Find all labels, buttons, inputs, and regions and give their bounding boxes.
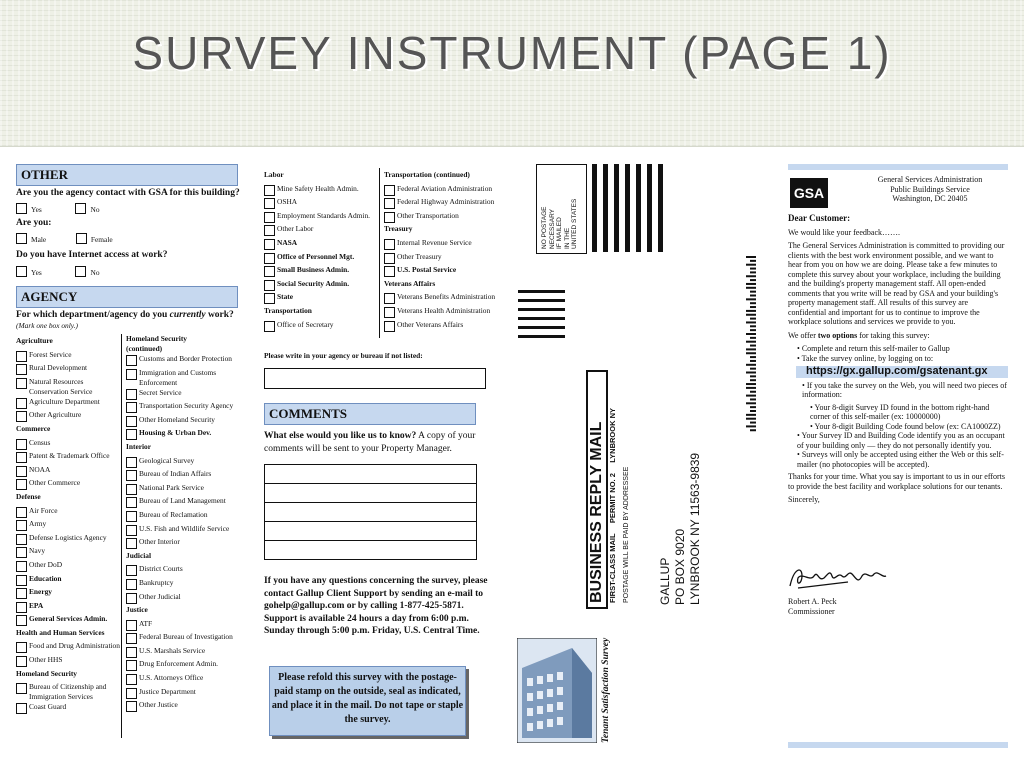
- agency-label: Coast Guard: [29, 702, 67, 712]
- letter-signer: Robert A. Peck Commissioner: [788, 597, 837, 616]
- agency-option[interactable]: [16, 601, 120, 615]
- male-checkbox[interactable]: [16, 233, 27, 244]
- agency-option[interactable]: [126, 354, 238, 368]
- agency-checkbox[interactable]: [126, 402, 137, 413]
- agency-option[interactable]: [126, 496, 238, 510]
- agency-option[interactable]: [16, 560, 120, 574]
- agency-checkbox[interactable]: [16, 683, 27, 694]
- agency-group-label: [126, 551, 238, 565]
- agency-group-label: [16, 628, 120, 642]
- agency-label: Employment Standards Admin.: [277, 210, 370, 220]
- cover-title: Tenant Satisfaction Survey: [601, 637, 611, 743]
- agency-label: Other Judicial: [139, 591, 181, 601]
- agency-question: For which department/agency do you currently work?: [16, 310, 234, 320]
- agency-option[interactable]: [384, 184, 500, 198]
- agency-option[interactable]: [126, 388, 238, 402]
- agency-option[interactable]: [16, 574, 120, 588]
- agency-checkbox[interactable]: [16, 452, 27, 463]
- agency-checkbox[interactable]: [264, 239, 275, 250]
- agency-checkbox[interactable]: [16, 520, 27, 531]
- gender-question: Are you:: [16, 218, 52, 228]
- agency-checkbox[interactable]: [126, 647, 137, 658]
- comments-heading: COMMENTS: [264, 403, 476, 425]
- agency-checkbox[interactable]: [126, 355, 137, 366]
- agency-checkbox[interactable]: [16, 547, 27, 558]
- agency-label: Internal Revenue Service: [397, 237, 472, 247]
- agency-option[interactable]: [126, 456, 238, 470]
- agency-label: Housing & Urban Dev.: [139, 428, 212, 438]
- agency-option[interactable]: [384, 238, 500, 252]
- agency-option[interactable]: [16, 363, 120, 377]
- agency-label: General Services Admin.: [29, 614, 108, 624]
- internet-no-checkbox[interactable]: [75, 266, 86, 277]
- agency-label: Social Security Admin.: [277, 278, 350, 288]
- agency-label: Other Treasury: [397, 251, 442, 261]
- letter-greeting: Dear Customer:: [788, 213, 851, 223]
- agency-option[interactable]: [16, 506, 120, 520]
- agency-option[interactable]: [126, 368, 238, 388]
- agency-option[interactable]: [126, 673, 238, 687]
- agency-label: Secret Service: [139, 387, 182, 397]
- agency-checkbox[interactable]: [384, 253, 395, 264]
- agency-label: EPA: [29, 600, 44, 610]
- agency-label: Federal Bureau of Investigation: [139, 632, 233, 642]
- contact-no-checkbox[interactable]: [75, 203, 86, 214]
- agency-checkbox[interactable]: [126, 688, 137, 699]
- agency-label: Office of Secretary: [277, 319, 334, 329]
- fim-bars: [592, 164, 664, 252]
- agency-checkbox[interactable]: [16, 479, 27, 490]
- agency-label: U.S. Fish and Wildlife Service: [139, 523, 230, 533]
- agency-label: Other Labor: [277, 224, 314, 234]
- internet-options: Yes No: [16, 266, 100, 278]
- agency-checkbox[interactable]: [126, 701, 137, 712]
- agency-checkbox[interactable]: [384, 321, 395, 332]
- agency-label: Other Transportation: [397, 210, 459, 220]
- agency-checkbox[interactable]: [16, 351, 27, 362]
- agency-checkbox[interactable]: [126, 429, 137, 440]
- agency-label: Bureau of Indian Affairs: [139, 469, 212, 479]
- agency-group-label: [126, 334, 238, 354]
- agency-checkbox[interactable]: [16, 588, 27, 599]
- agency-option[interactable]: [126, 415, 238, 429]
- agency-option[interactable]: [16, 614, 120, 628]
- agency-label: Defense Logistics Agency: [29, 532, 107, 542]
- gsa-logo: GSA: [790, 178, 828, 208]
- agency-label: Treasury: [384, 224, 413, 234]
- internet-question: Do you have Internet access at work?: [16, 250, 168, 260]
- agency-label: Defense: [16, 491, 41, 501]
- agency-label: District Courts: [139, 564, 183, 574]
- building-cover-image: [517, 638, 597, 743]
- letter-org-block: General Services Administration Public Buildings Service Washington, DC 20405: [877, 175, 983, 203]
- agency-label: Other Interior: [139, 537, 180, 547]
- agency-label: Justice Department: [139, 686, 196, 696]
- agency-option[interactable]: [126, 700, 238, 714]
- agency-label: Natural Resources Conservation Service: [29, 376, 93, 396]
- gender-options: Male Female: [16, 233, 113, 245]
- agency-option[interactable]: [16, 641, 120, 655]
- agency-checkbox[interactable]: [126, 470, 137, 481]
- agency-checkbox[interactable]: [16, 364, 27, 375]
- agency-checkbox[interactable]: [126, 484, 137, 495]
- agency-option[interactable]: [126, 687, 238, 701]
- agency-heading: AGENCY: [16, 286, 238, 308]
- agency-label: Commerce: [16, 423, 51, 433]
- agency-group-label: [264, 170, 376, 184]
- agency-checkbox[interactable]: [264, 212, 275, 223]
- column-divider: [121, 334, 122, 738]
- agency-checkbox[interactable]: [126, 660, 137, 671]
- internet-yes-checkbox[interactable]: [16, 266, 27, 277]
- reply-mail-bars: [518, 290, 565, 338]
- agency-label: Army: [29, 519, 47, 529]
- agency-checkbox[interactable]: [126, 457, 137, 468]
- column-divider: [379, 168, 380, 338]
- agency-column-3: [264, 170, 376, 333]
- agency-checkbox[interactable]: [126, 416, 137, 427]
- agency-option[interactable]: [384, 211, 500, 225]
- agency-checkbox[interactable]: [126, 369, 137, 380]
- business-reply-mail-label: BUSINESS REPLY MAIL: [588, 421, 605, 603]
- agency-label: Transportation Security Agency: [139, 401, 234, 411]
- agency-contact-question: Are you the agency contact with GSA for this building?: [16, 188, 240, 198]
- agency-label: Other HHS: [29, 655, 63, 665]
- agency-option[interactable]: [264, 292, 376, 306]
- refold-instructions: Please refold this survey with the postage-paid stamp on the outside, seal as indicated, and place it in the mail. Do not tape or staple the survey.: [269, 666, 466, 736]
- agency-label: Mine Safety Health Admin.: [277, 183, 359, 193]
- agency-checkbox[interactable]: [264, 185, 275, 196]
- agency-checkbox[interactable]: [16, 398, 27, 409]
- agency-label: U.S. Marshals Service: [139, 645, 206, 655]
- contact-options: Yes No: [16, 203, 100, 215]
- agency-option[interactable]: [264, 265, 376, 279]
- other-heading: OTHER: [16, 164, 238, 186]
- agency-option[interactable]: [126, 619, 238, 633]
- agency-option[interactable]: [384, 265, 500, 279]
- agency-checkbox[interactable]: [384, 239, 395, 250]
- agency-label: Justice: [126, 605, 148, 615]
- comments-question: What else would you like us to know? A copy of your comments will be sent to your Property Manager.: [264, 431, 476, 454]
- agency-checkbox[interactable]: [384, 307, 395, 318]
- agency-option[interactable]: [16, 438, 120, 452]
- agency-option[interactable]: [384, 197, 500, 211]
- agency-label: Health and Human Services: [16, 627, 105, 637]
- agency-label: Other Veterans Affairs: [397, 319, 464, 329]
- agency-checkbox[interactable]: [126, 525, 137, 536]
- slide-title: SURVEY INSTRUMENT (PAGE 1): [132, 27, 892, 79]
- postal-barcode: [746, 256, 760, 436]
- agency-option[interactable]: [384, 292, 500, 306]
- agency-option[interactable]: [264, 211, 376, 225]
- agency-checkbox[interactable]: [16, 507, 27, 518]
- agency-label: Customs and Border Protection: [139, 354, 232, 363]
- no-postage-box: NO POSTAGE NECESSARY IF MAILED IN THE UNITED STATES: [536, 164, 587, 254]
- agency-checkbox[interactable]: [384, 266, 395, 277]
- agency-option[interactable]: [126, 659, 238, 673]
- agency-option[interactable]: [264, 252, 376, 266]
- agency-option[interactable]: [16, 546, 120, 560]
- agency-group-label: [384, 279, 500, 293]
- agency-label: Bureau of Land Management: [139, 496, 226, 506]
- agency-option[interactable]: [126, 401, 238, 415]
- agency-label: Bankruptcy: [139, 577, 174, 587]
- agency-checkbox[interactable]: [16, 439, 27, 450]
- agency-label: Federal Aviation Administration: [397, 183, 493, 193]
- comments-box[interactable]: [264, 464, 477, 560]
- agency-option[interactable]: [16, 519, 120, 533]
- agency-label: ATF: [139, 618, 153, 628]
- agency-option[interactable]: [126, 592, 238, 606]
- agency-checkbox[interactable]: [264, 266, 275, 277]
- agency-checkbox[interactable]: [264, 280, 275, 291]
- agency-checkbox[interactable]: [264, 198, 275, 209]
- agency-option[interactable]: [384, 320, 500, 334]
- agency-checkbox[interactable]: [16, 656, 27, 667]
- agency-checkbox[interactable]: [264, 225, 275, 236]
- agency-checkbox[interactable]: [126, 593, 137, 604]
- agency-option[interactable]: [264, 279, 376, 293]
- agency-label: Veterans Affairs: [384, 278, 436, 288]
- agency-option[interactable]: [126, 578, 238, 592]
- agency-label: Transportation: [264, 305, 312, 315]
- agency-checkbox[interactable]: [264, 321, 275, 332]
- agency-option[interactable]: [16, 397, 120, 411]
- agency-group-label: [16, 492, 120, 506]
- agency-label: Federal Highway Administration: [397, 197, 495, 207]
- agency-option[interactable]: [16, 655, 120, 669]
- agency-checkbox[interactable]: [264, 293, 275, 304]
- agency-option[interactable]: [384, 252, 500, 266]
- agency-label: Drug Enforcement Admin.: [139, 659, 219, 669]
- agency-option[interactable]: [126, 469, 238, 483]
- agency-checkbox[interactable]: [16, 411, 27, 422]
- agency-label: Air Force: [29, 505, 58, 515]
- agency-option[interactable]: [264, 320, 376, 334]
- agency-group-label: [16, 424, 120, 438]
- agency-checkbox[interactable]: [126, 389, 137, 400]
- agency-label: U.S. Attorneys Office: [139, 673, 204, 683]
- agency-label: Veterans Benefits Administration: [397, 292, 496, 302]
- agency-checkbox[interactable]: [384, 212, 395, 223]
- agency-option[interactable]: [16, 533, 120, 547]
- agency-option[interactable]: [264, 184, 376, 198]
- agency-option[interactable]: [264, 224, 376, 238]
- agency-option[interactable]: [126, 646, 238, 660]
- agency-checkbox[interactable]: [126, 633, 137, 644]
- permit-label: FIRST-CLASS MAIL PERMIT NO. 2 LYNBROOK NY: [608, 407, 617, 603]
- agency-checkbox[interactable]: [16, 575, 27, 586]
- agency-label: Other Commerce: [29, 478, 81, 488]
- agency-checkbox[interactable]: [126, 620, 137, 631]
- address-line-3: LYNBROOK NY 11563-9839: [688, 452, 702, 605]
- agency-option[interactable]: [126, 428, 238, 442]
- agency-label: Transportation (continued): [384, 170, 470, 179]
- agency-label: Immigration and Customs Enforcement: [139, 367, 217, 387]
- agency-group-label: [384, 224, 500, 238]
- agency-label: Geological Survey: [139, 455, 195, 465]
- agency-label: Other Agriculture: [29, 410, 82, 420]
- agency-label: Office of Personnel Mgt.: [277, 251, 355, 261]
- agency-checkbox[interactable]: [16, 642, 27, 653]
- agency-checkbox[interactable]: [384, 198, 395, 209]
- agency-checkbox[interactable]: [16, 534, 27, 545]
- agency-checkbox[interactable]: [384, 185, 395, 196]
- agency-checkbox[interactable]: [16, 602, 27, 613]
- agency-option[interactable]: [126, 564, 238, 578]
- agency-label: Forest Service: [29, 349, 72, 359]
- agency-label: Judicial: [126, 550, 152, 560]
- address-line-1: GALLUP: [658, 557, 672, 605]
- agency-label: Bureau of Citizenship and Immigration Services: [29, 682, 107, 702]
- postage-paid-label: POSTAGE WILL BE PAID BY ADDRESSEE: [623, 466, 630, 603]
- agency-label: Small Business Admin.: [277, 265, 350, 275]
- agency-checkbox[interactable]: [126, 538, 137, 549]
- agency-checkbox[interactable]: [126, 565, 137, 576]
- agency-note: (Mark one box only.): [16, 321, 78, 330]
- agency-option[interactable]: [16, 377, 120, 397]
- agency-checkbox[interactable]: [16, 615, 27, 626]
- agency-checkbox[interactable]: [16, 561, 27, 572]
- agency-label: Labor: [264, 170, 284, 179]
- agency-label: Other DoD: [29, 559, 63, 569]
- agency-label: Other Homeland Security: [139, 414, 215, 424]
- agency-checkbox[interactable]: [126, 674, 137, 685]
- signature-image: [788, 562, 888, 592]
- agency-column-4: [384, 170, 500, 333]
- contact-yes-checkbox[interactable]: [16, 203, 27, 214]
- agency-label: Homeland Security (continued): [126, 334, 187, 353]
- agency-column-2: [126, 334, 238, 714]
- address-line-2: PO BOX 9020: [673, 528, 687, 605]
- write-in-field[interactable]: [264, 368, 486, 389]
- agency-label: OSHA: [277, 197, 298, 207]
- agency-option[interactable]: [16, 682, 120, 702]
- agency-group-label: [16, 336, 120, 350]
- agency-option[interactable]: [264, 238, 376, 252]
- agency-checkbox[interactable]: [126, 579, 137, 590]
- agency-option[interactable]: [16, 478, 120, 492]
- agency-group-label: [384, 170, 500, 184]
- agency-label: Homeland Security: [16, 668, 77, 678]
- agency-label: National Park Service: [139, 482, 204, 492]
- agency-label: NOAA: [29, 464, 51, 474]
- agency-checkbox[interactable]: [126, 511, 137, 522]
- agency-label: NASA: [277, 237, 298, 247]
- agency-checkbox[interactable]: [264, 253, 275, 264]
- agency-checkbox[interactable]: [16, 703, 27, 714]
- support-contact-text: If you have any questions concerning the survey, please contact Gallup Client Support by sending an e-mail to gohelp@gallup.com or by calling 1-877-425-5871. Support is available 24 hours a day from 6:00 p.m. Sunday through 5:00 p.m. Friday, U.S. Central Time.: [264, 576, 488, 636]
- agency-option[interactable]: [264, 197, 376, 211]
- agency-option[interactable]: [384, 306, 500, 320]
- agency-option[interactable]: [126, 510, 238, 524]
- agency-label: Navy: [29, 546, 46, 556]
- agency-label: Rural Development: [29, 363, 88, 373]
- agency-checkbox[interactable]: [126, 497, 137, 508]
- agency-label: Census: [29, 437, 51, 447]
- agency-label: Patent & Trademark Office: [29, 451, 110, 461]
- agency-label: Education: [29, 573, 62, 583]
- agency-label: Energy: [29, 587, 52, 597]
- agency-option[interactable]: [16, 350, 120, 364]
- agency-label: Veterans Health Administration: [397, 305, 491, 315]
- agency-column-1: [16, 336, 120, 716]
- agency-group-label: [126, 442, 238, 456]
- agency-group-label: [16, 669, 120, 683]
- agency-label: Food and Drug Administration: [29, 641, 120, 651]
- survey-url[interactable]: https://gx.gallup.com/gsatenant.gx: [796, 366, 1008, 378]
- female-checkbox[interactable]: [76, 233, 87, 244]
- agency-option[interactable]: [16, 410, 120, 424]
- letter-body: Dear Customer: We would like your feedback……. The General Services Administration is committed to providing our clients with the best work environment possible, and we want to hear from you on how we are doing. Please take a few minutes to complete this survey about your workplace, including the building and the building's property management staff. All open-ended comments that you write will be read by GSA and your building's property management staff. All results of this survey are confidential and important for us to continue to improve the workplace solutions and services we provide to you. We offer two options for taking this survey: • Complete and return this self-mailer to Gallup • Take the survey online, by logging on to: https://gx.gallup.com/gsatenant.gx • If you take the survey on the Web, you will need two pieces of information: • Your 8-digit Survey ID found in the bottom right-hand corner of this self-mailer (ex: 10000000) • Your 8-digit Building Code found below (ex: CA1000ZZ) • Your Survey ID and Building Code identify you as an occupant of your building only — they do not personally identify you. • Surveys will only be accepted using either the Web or this self-mailer (no photocopies will be accepted). Thanks for your time. What you say is important to us in our efforts to provide the best facility and workplace solutions for our tenants. Sincerely,: [788, 214, 1008, 509]
- letter-top-rule: [788, 164, 1008, 170]
- letter-bottom-rule: [788, 742, 1008, 748]
- agency-checkbox[interactable]: [16, 378, 27, 389]
- agency-option[interactable]: [16, 451, 120, 465]
- agency-option[interactable]: [16, 587, 120, 601]
- agency-checkbox[interactable]: [384, 293, 395, 304]
- agency-option[interactable]: [126, 537, 238, 551]
- agency-group-label: [264, 306, 376, 320]
- agency-label: State: [277, 292, 294, 302]
- write-in-label: Please write in your agency or bureau if not listed:: [264, 351, 423, 360]
- agency-option[interactable]: [16, 702, 120, 716]
- agency-checkbox[interactable]: [16, 466, 27, 477]
- agency-option[interactable]: [16, 465, 120, 479]
- agency-label: Agriculture Department: [29, 396, 100, 406]
- agency-label: Other Justice: [139, 700, 178, 710]
- agency-label: Bureau of Reclamation: [139, 509, 208, 519]
- agency-option[interactable]: [126, 483, 238, 497]
- agency-group-label: [126, 605, 238, 619]
- agency-label: U.S. Postal Service: [397, 265, 457, 275]
- agency-option[interactable]: [126, 632, 238, 646]
- agency-option[interactable]: [126, 524, 238, 538]
- agency-label: Interior: [126, 441, 152, 451]
- agency-label: Agriculture: [16, 336, 53, 345]
